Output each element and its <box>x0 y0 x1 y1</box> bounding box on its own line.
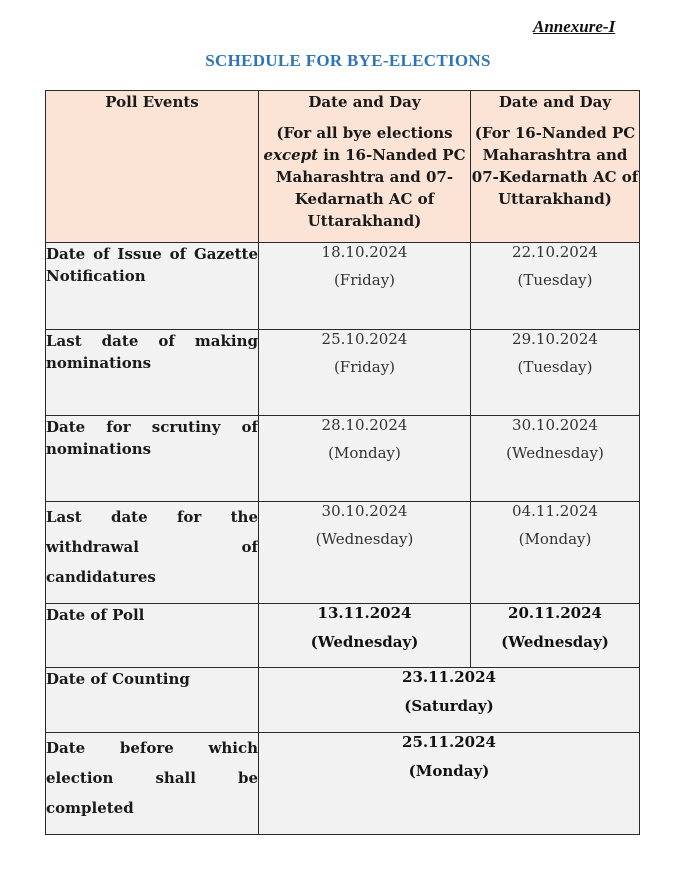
document-title: SCHEDULE FOR BYE-ELECTIONS <box>205 51 491 70</box>
date-cell: 30.10.2024 (Wednesday) <box>471 416 640 502</box>
header-date-nanded-title: Date and Day <box>498 93 612 111</box>
header-date-general-title: Date and Day <box>308 93 421 111</box>
table-row <box>46 330 640 416</box>
schedule-table <box>45 90 640 835</box>
header-date-general-note: (For all bye elections except in 16-Nanded PC Maharashtra and 07-Kedarnath AC of Uttarakhand) <box>263 124 466 230</box>
table-row <box>46 502 640 604</box>
date-cell: 22.10.2024 (Tuesday) <box>471 243 640 330</box>
table-row <box>46 733 640 835</box>
date-cell: 28.10.2024 (Monday) <box>259 416 471 502</box>
event-cell: Date of Issue of Gazette Notification <box>46 243 259 330</box>
event-cell: Last date of making nominations <box>46 330 259 416</box>
table-row <box>46 416 640 502</box>
date-cell: 04.11.2024 (Monday) <box>471 502 640 604</box>
date-cell-merged: 23.11.2024 (Saturday) <box>259 668 640 733</box>
date-cell: 29.10.2024 (Tuesday) <box>471 330 640 416</box>
event-cell: Last date for the withdrawal of candidatures <box>46 502 259 604</box>
header-date-nanded-note: (For 16-Nanded PC Maharashtra and 07-Kedarnath AC of Uttarakhand) <box>471 124 639 208</box>
header-poll-events: Poll Events <box>46 91 259 243</box>
annexure-label: Annexure-I <box>533 17 616 36</box>
date-cell: 25.10.2024 (Friday) <box>259 330 471 416</box>
table-row <box>46 604 640 668</box>
date-cell: 30.10.2024 (Wednesday) <box>259 502 471 604</box>
table-row <box>46 243 640 330</box>
date-cell: 18.10.2024 (Friday) <box>259 243 471 330</box>
header-date-general <box>259 91 471 243</box>
date-cell-merged: 25.11.2024 (Monday) <box>259 733 640 835</box>
date-cell: 13.11.2024 (Wednesday) <box>259 604 471 668</box>
event-cell: Date before which election shall be completed <box>46 733 259 835</box>
event-cell: Date for scrutiny of nominations <box>46 416 259 502</box>
header-row <box>46 91 640 243</box>
date-cell: 20.11.2024 (Wednesday) <box>471 604 640 668</box>
event-cell: Date of Poll <box>46 604 259 668</box>
table-row <box>46 668 640 733</box>
event-cell: Date of Counting <box>46 668 259 733</box>
header-date-nanded-kedarnath <box>471 91 640 243</box>
